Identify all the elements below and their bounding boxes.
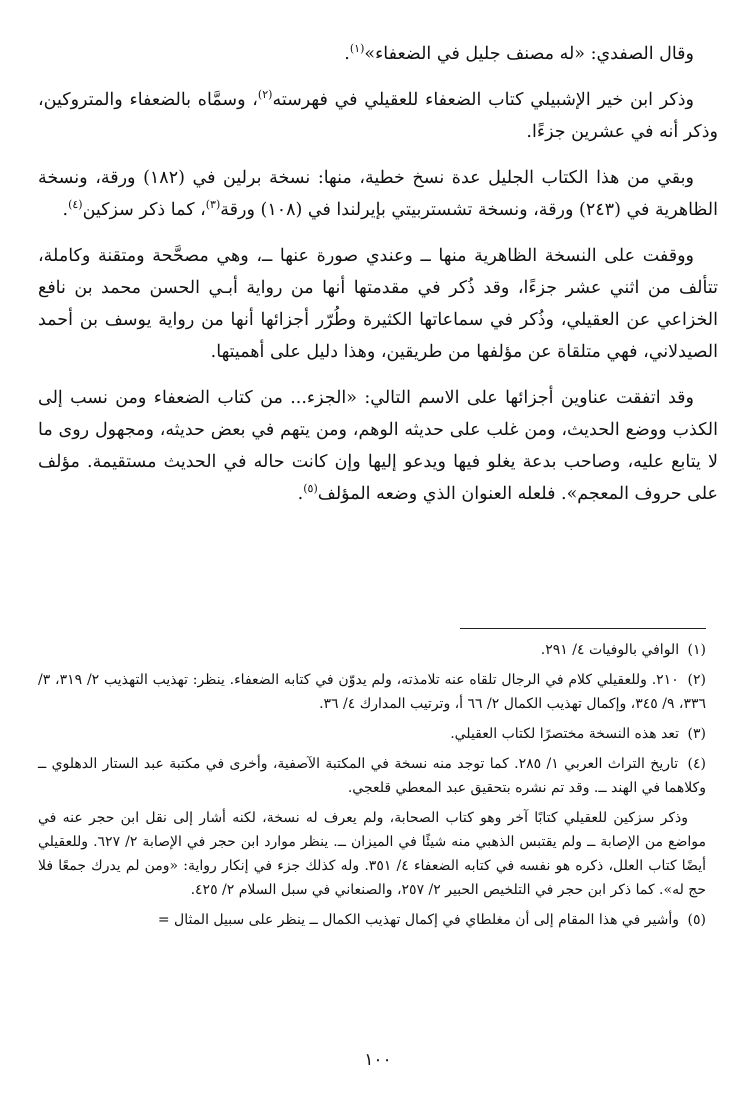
footnote-4: (٤) تاريخ التراث العربي ١/ ٢٨٥. كما توجد منه نسخة في المكتبة الآصفية، وأخرى في مكتبة عبد الستار الدهلوي ــ وكلاهما في الهند ــ. وقد تم نشره بتحقيق عبد المعطي قلعجي. [38, 756, 706, 796]
footnote-ref-1[interactable]: (١) [349, 42, 365, 56]
paragraph-zahiriyya-copy: ووقفت على النسخة الظاهرية منها ــ وعندي صورة عنها ــ، وهي مصحَّحة ومتقنة وكاملة، تتألف من اثني عشر جزءًا، وقد ذُكر في مقدمتها أنها من رواية أبـي الحسن محمد بن نافع الخزاعي عن العقيلي، وذُكر في سماعاتها الكثيرة وطُرّر أجزائها أنها من رواية يوسف بن أحمد الصيدلاني، فهي متلقاة عن مؤلفها من طريقين، وهذا دليل على أهميتها. [38, 246, 718, 362]
paragraph-manuscripts: وبقي من هذا الكتاب الجليل عدة نسخ خطية، منها: نسخة برلين في (١٨٢) ورقة، ونسخة الظاهرية في (٢٤٣) ورقة، ونسخة تشستربيتي بإيرلندا في (١٠٨) ورقة$^{(٣)}$، كما ذكر سزكين$^{(٤)}$. [38, 168, 718, 220]
footnote-ref-5[interactable]: (٥) [303, 482, 318, 496]
paragraph-titles: وقد اتفقت عناوين أجزائها على الاسم التالي: «الجزء... من كتاب الضعفاء ومن نسب إلى الكذب ووضع الحديث، ومن غلب على حديثه الوهم، ومن يتهم في بعض حديثه، ومجهول روى ما لا يتابع عليه، وصاحب بدعة يغلو فيها ويدعو إليها وإن كانت حاله في الحديث مستقيمة. مؤلف على حروف المعجم». فلعله العنوان الذي وضعه المؤلف$^{(٥)}$. [38, 388, 718, 504]
footnote-ref-4[interactable]: (٤) [68, 198, 83, 212]
main-text [38, 38, 718, 524]
footnote-5: (٥) وأشير في هذا المقام إلى أن مغلطاي في إكمال تهذيب الكمال ــ ينظر على سبيل المثال = [157, 912, 706, 928]
footnote-4-continued: وذكر سزكين للعقيلي كتابًا آخر وهو كتاب الصحابة، ولم يعرف له نسخة، لكنه أشار إلى نقل ابن حجر عنه في مواضع من الإصابة ــ ولم يقتبس الذهبي منه شيئًا في الميزان ــ. ينظر موارد ابن حجر في الإصابة ٢/ ٦٢٧. وللعقيلي أيضًا كتاب العلل، ذكره هو نفسه في كتابه الضعفاء ٤/ ٣٥١. وله كذلك جزء في إنكار رواية: «ومن لم يدرك جمعًا فلا حج له». كما ذكر ابن حجر في التلخيص الحبير ٢/ ٢٥٧، والصنعاني في سبل السلام ٢/ ٤٢٥. [38, 810, 706, 898]
footnote-1: (١) الوافي بالوفيات ٤/ ٢٩١. [540, 642, 706, 658]
footnote-separator [460, 628, 706, 629]
footnotes [38, 638, 706, 938]
footnote-ref-2[interactable]: (٢) [257, 88, 273, 102]
footnote-3: (٣) تعد هذه النسخة مختصرًا لكتاب العقيلي. [450, 726, 706, 742]
footnote-ref-3[interactable]: (٣) [205, 198, 221, 212]
footnote-2: (٢) ٢١٠. وللعقيلي كلام في الرجال تلقاه عنه تلامذته، ولم يدوّن في كتابه الضعفاء. ينظر: تهذيب التهذيب ٢/ ٣١٩، ٣/ ٣٣٦، ٩/ ٣٤٥، وإكمال تهذيب الكمال ٢/ ٦٦ أ، وترتيب المدارك ٤/ ٣٦. [38, 672, 706, 712]
page-number: ١٠٠ [364, 1050, 392, 1070]
paragraph-ibn-khayr: وذكر ابن خير الإشبيلي كتاب الضعفاء للعقيلي في فهرسته$^{(٢)}$، وسمَّاه بالضعفاء والمتروكين، وذكر أنه في عشرين جزءًا. [38, 88, 718, 142]
paragraph-safadi: وقال الصفدي: «له مصنف جليل في الضعفاء»$^{(١)}$. [344, 42, 694, 64]
